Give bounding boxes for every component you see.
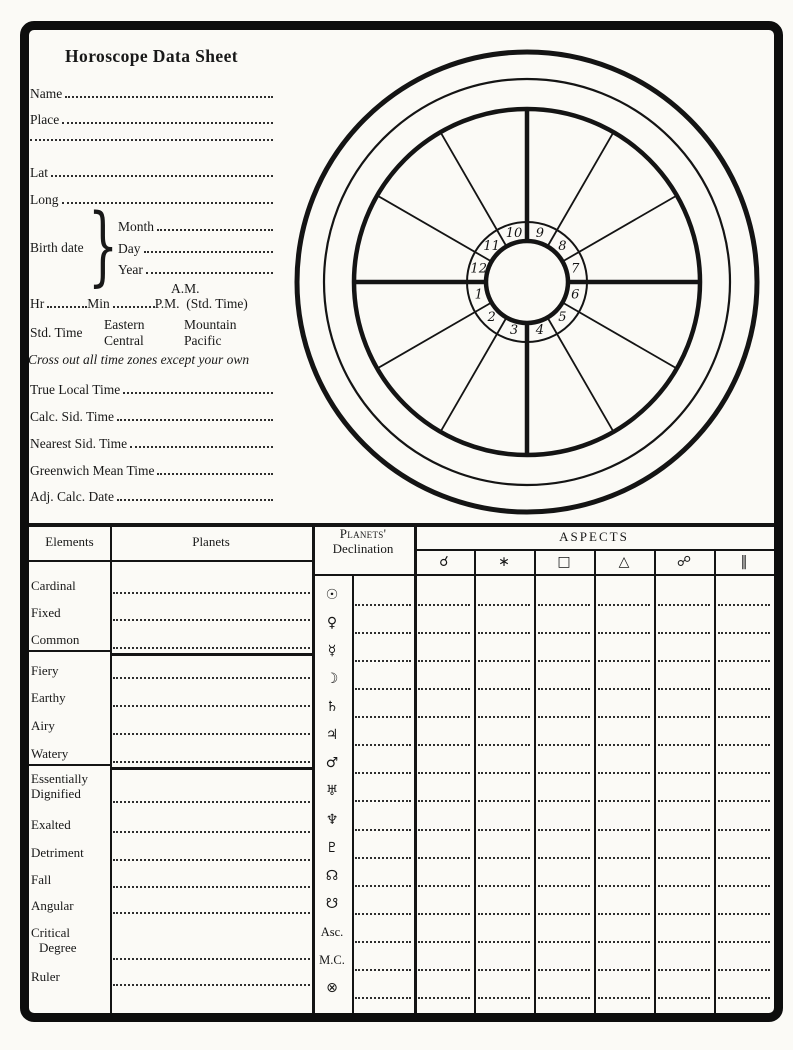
opposition-icon: ☍	[676, 554, 692, 570]
house-cusp-line	[441, 318, 507, 432]
dotted-line	[113, 859, 310, 861]
trine-icon: △	[618, 554, 630, 570]
element-row-fiery: Fiery	[31, 663, 59, 678]
form-row-name	[30, 86, 273, 101]
dotted-line	[598, 941, 650, 943]
dotted-leader	[113, 306, 155, 308]
grid-line	[110, 523, 112, 1013]
dotted-line	[418, 941, 470, 943]
table-top-rule	[29, 523, 774, 527]
jupiter-icon: ♃	[325, 727, 339, 743]
form-row-lat	[30, 165, 273, 180]
dotted-line	[478, 997, 530, 999]
dotted-line	[538, 744, 590, 746]
dotted-line	[658, 660, 710, 662]
sun-icon: ☉	[325, 587, 339, 603]
std-time-label: Std. Time	[30, 325, 83, 340]
dotted-line	[598, 969, 650, 971]
form-label-long: Long	[30, 192, 59, 207]
form-label-nearest-sid-time: Nearest Sid. Time	[30, 436, 128, 451]
north-node-icon: ☊	[325, 868, 339, 884]
form-label-adj-calc-date: Adj. Calc. Date	[30, 489, 114, 504]
pluto-icon: ♇	[325, 840, 339, 856]
mercury-icon: ☿	[327, 643, 337, 659]
dotted-line	[418, 632, 470, 634]
dotted-line	[113, 831, 310, 833]
dotted-line	[418, 857, 470, 859]
dotted-leader	[123, 392, 273, 394]
form-row-adj-calc-date	[30, 489, 273, 504]
hr-min-row	[30, 296, 273, 311]
dotted-leader	[47, 306, 87, 308]
dotted-line	[718, 716, 770, 718]
dotted-line	[478, 829, 530, 831]
uranus-icon: ♅	[325, 783, 339, 799]
dotted-line	[113, 619, 310, 621]
dotted-line	[418, 660, 470, 662]
dotted-leader	[130, 446, 273, 448]
dotted-line	[598, 885, 650, 887]
dotted-line	[418, 688, 470, 690]
section-separator	[112, 653, 312, 656]
dotted-line	[355, 997, 411, 999]
dotted-line	[538, 829, 590, 831]
house-cusp-line	[563, 303, 677, 369]
form-label-greenwich-mean-time: Greenwich Mean Time	[30, 463, 155, 478]
dotted-leader	[146, 272, 273, 274]
dotted-line	[538, 800, 590, 802]
element-row-common: Common	[31, 632, 80, 647]
section-separator	[112, 767, 312, 770]
house-cusp-line	[563, 196, 677, 262]
declination-header-line1: Planets'	[339, 526, 387, 541]
rule-line	[29, 764, 110, 766]
dotted-line	[478, 969, 530, 971]
dotted-line	[598, 744, 650, 746]
dotted-line	[598, 772, 650, 774]
birth-label-day: Day	[118, 241, 141, 256]
dotted-line	[418, 997, 470, 999]
dotted-line	[478, 716, 530, 718]
dotted-leader	[144, 251, 274, 253]
dotted-line	[658, 772, 710, 774]
dotted-line	[718, 688, 770, 690]
dotted-line	[598, 829, 650, 831]
dotted-line	[718, 941, 770, 943]
dotted-line	[658, 997, 710, 999]
declination-header-line2: Declination	[332, 541, 394, 556]
dotted-line	[658, 857, 710, 859]
dotted-line	[478, 688, 530, 690]
dotted-leader	[117, 499, 273, 501]
dotted-line	[478, 857, 530, 859]
grid-line	[414, 523, 417, 1013]
dotted-line	[355, 941, 411, 943]
house-number: 1	[474, 287, 483, 303]
moon-icon: ☽	[325, 671, 339, 687]
dotted-leader	[62, 202, 274, 204]
conjunction-icon: ☌	[439, 554, 449, 570]
dotted-line	[355, 660, 411, 662]
dotted-line	[355, 744, 411, 746]
rule-line	[29, 560, 110, 562]
dotted-line	[538, 857, 590, 859]
dotted-leader	[157, 473, 273, 475]
dotted-line	[538, 885, 590, 887]
form-label-calc-sid-time: Calc. Sid. Time	[30, 409, 115, 424]
dotted-leader	[30, 139, 273, 141]
part-of-fortune-icon: ⊗	[326, 980, 338, 996]
dotted-line	[538, 997, 590, 999]
dotted-line	[718, 857, 770, 859]
dotted-line	[538, 772, 590, 774]
birth-date-brace: }	[88, 196, 119, 296]
dotted-line	[478, 913, 530, 915]
dotted-line	[113, 592, 310, 594]
element-row-exalted: Exalted	[31, 817, 71, 832]
house-number: 5	[558, 309, 567, 325]
house-number: 6	[571, 287, 580, 303]
house-cusp-line	[377, 196, 491, 262]
dotted-leader	[117, 419, 273, 421]
dotted-line	[418, 969, 470, 971]
dotted-line	[355, 913, 411, 915]
min-label: Min	[87, 296, 110, 311]
elements-header: Elements	[45, 534, 94, 549]
dotted-line	[113, 801, 310, 803]
element-row-watery: Watery	[31, 746, 69, 761]
south-node-icon: ☋	[325, 896, 339, 912]
form-label-lat: Lat	[30, 165, 48, 180]
dotted-line	[658, 969, 710, 971]
dotted-line	[598, 632, 650, 634]
grid-line	[474, 550, 476, 1013]
dotted-line	[658, 688, 710, 690]
dotted-line	[658, 744, 710, 746]
dotted-line	[598, 688, 650, 690]
dotted-line	[718, 885, 770, 887]
dotted-line	[658, 913, 710, 915]
dotted-line	[113, 958, 310, 960]
hr-label: Hr	[30, 296, 45, 311]
grid-line	[654, 550, 656, 1013]
dotted-line	[418, 829, 470, 831]
dotted-leader	[65, 96, 273, 98]
dotted-line	[538, 604, 590, 606]
dotted-line	[355, 969, 411, 971]
dotted-line	[113, 677, 310, 679]
house-number: 12	[470, 261, 487, 277]
dotted-line	[598, 660, 650, 662]
house-number: 4	[535, 322, 545, 338]
house-cusp-line	[377, 303, 491, 369]
dotted-line	[538, 716, 590, 718]
house-cusp-line	[441, 132, 507, 246]
dotted-line	[355, 772, 411, 774]
dotted-line	[598, 800, 650, 802]
dotted-line	[718, 632, 770, 634]
dotted-line	[355, 632, 411, 634]
dotted-line	[478, 744, 530, 746]
dotted-line	[113, 912, 310, 914]
sextile-icon: ∗	[498, 554, 510, 570]
element-row-fall: Fall	[31, 872, 52, 887]
dotted-line	[355, 857, 411, 859]
element-row-earthy: Earthy	[31, 690, 66, 705]
zone-eastern: Eastern	[104, 317, 145, 332]
neptune-icon: ♆	[325, 812, 339, 828]
dotted-leader	[51, 175, 273, 177]
dotted-line	[355, 800, 411, 802]
dotted-line	[418, 800, 470, 802]
form-row-long	[30, 192, 273, 207]
form-row-blank	[30, 139, 273, 144]
house-number: 7	[571, 261, 580, 277]
dotted-line	[718, 772, 770, 774]
element-row-dignified: Dignified	[31, 786, 81, 801]
house-cusp-line	[548, 318, 614, 432]
form-label-true-local-time: True Local Time	[30, 382, 121, 397]
dotted-line	[355, 604, 411, 606]
dotted-line	[478, 632, 530, 634]
dotted-line	[538, 660, 590, 662]
grid-line	[534, 550, 536, 1013]
dotted-line	[538, 688, 590, 690]
dotted-line	[113, 647, 310, 649]
dotted-line	[113, 733, 310, 735]
dotted-line	[598, 716, 650, 718]
element-row-detriment: Detriment	[31, 845, 84, 860]
dotted-line	[718, 604, 770, 606]
dotted-line	[418, 913, 470, 915]
dotted-line	[478, 800, 530, 802]
house-number: 10	[505, 226, 523, 242]
mars-icon: ♂	[325, 755, 339, 771]
dotted-leader	[157, 229, 273, 231]
dotted-line	[418, 885, 470, 887]
aspects-header: ASPECTS	[559, 529, 629, 544]
form-row-place	[30, 112, 273, 127]
dotted-line	[598, 604, 650, 606]
element-row-angular: Angular	[31, 898, 74, 913]
saturn-icon: ♄	[325, 699, 339, 715]
venus-icon: ♀	[326, 615, 338, 631]
birth-row-day	[118, 241, 273, 256]
form-row-true-local-time	[30, 382, 273, 397]
birth-label-year: Year	[118, 262, 143, 277]
grid-line	[352, 575, 354, 1013]
rule-line	[29, 650, 110, 652]
dotted-line	[658, 941, 710, 943]
dotted-line	[718, 800, 770, 802]
grid-line	[714, 550, 716, 1013]
dotted-line	[418, 772, 470, 774]
page-title: Horoscope Data Sheet	[65, 46, 238, 66]
dotted-line	[113, 705, 310, 707]
zone-central: Central	[104, 333, 144, 348]
element-row-ruler: Ruler	[31, 969, 60, 984]
dotted-line	[658, 885, 710, 887]
dotted-line	[113, 886, 310, 888]
zone-mountain: Mountain	[184, 317, 237, 332]
grid-line	[594, 550, 596, 1013]
form-row-greenwich-mean-time	[30, 463, 273, 478]
dotted-line	[718, 744, 770, 746]
birth-date-label: Birth date	[30, 240, 84, 255]
element-row-fixed: Fixed	[31, 605, 61, 620]
zone-pacific: Pacific	[184, 333, 222, 348]
dotted-line	[538, 632, 590, 634]
dotted-line	[598, 997, 650, 999]
house-number: 9	[535, 226, 545, 242]
dotted-line	[538, 969, 590, 971]
parallel-icon: ‖	[740, 554, 748, 570]
element-row-cardinal: Cardinal	[31, 578, 76, 593]
dotted-line	[478, 660, 530, 662]
element-row-degree: Degree	[39, 940, 77, 955]
ascendant-label: Asc.	[320, 925, 344, 939]
house-cusp-line	[548, 132, 614, 246]
dotted-line	[355, 829, 411, 831]
dotted-line	[113, 984, 310, 986]
planets-header: Planets	[192, 534, 230, 549]
element-row-airy: Airy	[31, 718, 55, 733]
dotted-line	[658, 800, 710, 802]
dotted-line	[718, 969, 770, 971]
dotted-line	[718, 997, 770, 999]
house-number: 8	[558, 239, 567, 255]
dotted-line	[418, 716, 470, 718]
dotted-line	[478, 604, 530, 606]
element-row-essentially: Essentially	[31, 771, 89, 786]
form-label-place: Place	[30, 112, 60, 127]
birth-row-year	[118, 262, 273, 277]
element-row-critical: Critical	[31, 925, 70, 940]
square-icon: □	[557, 554, 571, 570]
house-number: 2	[487, 309, 496, 325]
dotted-line	[355, 716, 411, 718]
dotted-line	[355, 688, 411, 690]
dotted-line	[718, 829, 770, 831]
form-row-nearest-sid-time	[30, 436, 273, 451]
birth-row-month	[118, 219, 273, 234]
dotted-leader	[62, 122, 273, 124]
dotted-line	[478, 941, 530, 943]
form-row-calc-sid-time	[30, 409, 273, 424]
birth-label-month: Month	[118, 219, 155, 234]
timezone-note: Cross out all time zones except your own	[28, 352, 250, 367]
dotted-line	[478, 885, 530, 887]
dotted-line	[418, 604, 470, 606]
dotted-line	[658, 829, 710, 831]
dotted-line	[478, 772, 530, 774]
midheaven-label: M.C.	[319, 953, 345, 967]
dotted-line	[538, 913, 590, 915]
house-number: 3	[509, 322, 519, 338]
dotted-line	[658, 716, 710, 718]
dotted-line	[538, 941, 590, 943]
rule-line	[112, 560, 312, 562]
dotted-line	[718, 660, 770, 662]
dotted-line	[598, 857, 650, 859]
dotted-line	[113, 761, 310, 763]
horoscope-wheel	[292, 47, 762, 517]
am-label: A.M.	[171, 281, 200, 296]
dotted-line	[355, 885, 411, 887]
dotted-line	[658, 632, 710, 634]
rule-line	[312, 574, 774, 576]
dotted-line	[658, 604, 710, 606]
pm-label: P.M. (Std. Time)	[154, 296, 248, 311]
dotted-line	[598, 913, 650, 915]
dotted-line	[718, 913, 770, 915]
house-number: 11	[483, 239, 500, 255]
form-label-name: Name	[30, 86, 63, 101]
dotted-line	[418, 744, 470, 746]
